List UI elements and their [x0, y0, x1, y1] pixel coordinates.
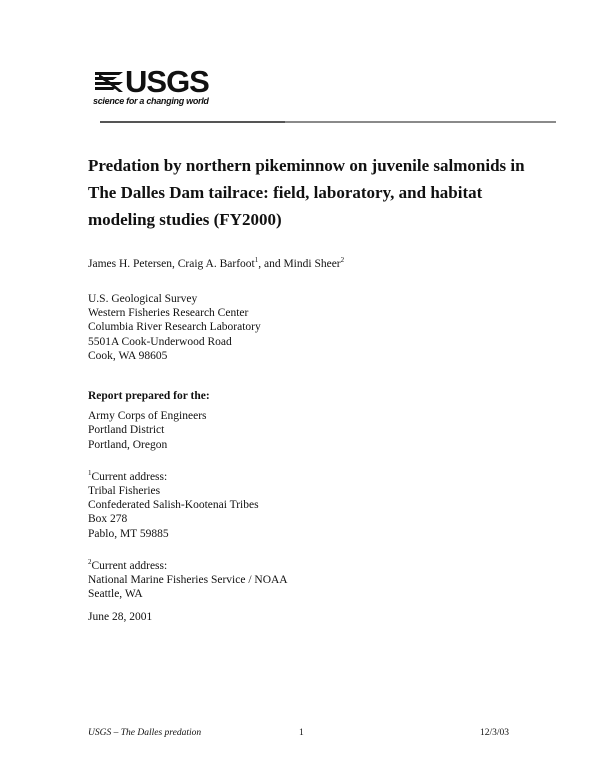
author-separator: , and Mindi Sheer — [258, 257, 341, 270]
document-title — [88, 152, 558, 233]
usgs-logo — [93, 64, 209, 112]
footnote-1-marker: 1 — [88, 469, 92, 477]
usgs-wave-icon — [93, 70, 127, 94]
prepared-for-line: Portland District — [88, 424, 165, 437]
footnote-marker-1: 1 — [254, 256, 259, 264]
affiliation-line: U.S. Geological Survey — [88, 293, 198, 305]
footnote-marker-2: 2 — [340, 256, 345, 264]
logo-tagline: science for a changing world — [93, 96, 209, 106]
address-2-line: Seattle, WA — [88, 588, 143, 601]
address-1-block — [88, 466, 259, 541]
prepared-for-block — [88, 389, 210, 452]
address-2-label: Current address: — [91, 559, 168, 572]
affiliation-line: Cook, WA 98605 — [88, 349, 168, 362]
header-rule-accent — [285, 121, 556, 123]
affiliation-block — [88, 292, 261, 363]
footer-page-number: 1 — [299, 728, 304, 738]
title-line-3: modeling studies (FY2000) — [88, 210, 282, 229]
footer-left: USGS – The Dalles predation — [88, 728, 202, 738]
address-2-block — [88, 555, 288, 601]
footnote-2-marker: 2 — [88, 558, 92, 566]
affiliation-line: Columbia River Research Laboratory — [88, 321, 261, 334]
affiliation-line: 5501A Cook-Underwood Road — [88, 335, 232, 348]
report-date — [88, 610, 152, 624]
address-2-line: National Marine Fisheries Service / NOAA — [88, 574, 288, 587]
title-line-1: Predation by northern pikeminnow on juvenile salmonids in — [88, 156, 525, 175]
prepared-for-heading: Report prepared for the: — [88, 390, 210, 402]
address-1-label: Current address: — [91, 470, 168, 483]
address-1-line: Box 278 — [88, 513, 128, 526]
author-names: James H. Petersen, Craig A. Barfoot — [88, 257, 255, 270]
address-1-line: Confederated Salish-Kootenai Tribes — [88, 499, 259, 512]
affiliation-line: Western Fisheries Research Center — [88, 307, 249, 320]
date-text: June 28, 2001 — [88, 611, 153, 623]
prepared-for-line: Portland, Oregon — [88, 438, 168, 451]
prepared-for-line: Army Corps of Engineers — [88, 410, 207, 423]
footer-date: 12/3/03 — [480, 728, 510, 738]
author-list — [88, 256, 344, 270]
address-1-line: Tribal Fisheries — [88, 485, 161, 498]
logo-wordmark: USGS — [125, 64, 209, 99]
address-1-line: Pablo, MT 59885 — [88, 527, 169, 540]
title-line-2: The Dalles Dam tailrace: field, laboratory, and habitat — [88, 183, 483, 202]
